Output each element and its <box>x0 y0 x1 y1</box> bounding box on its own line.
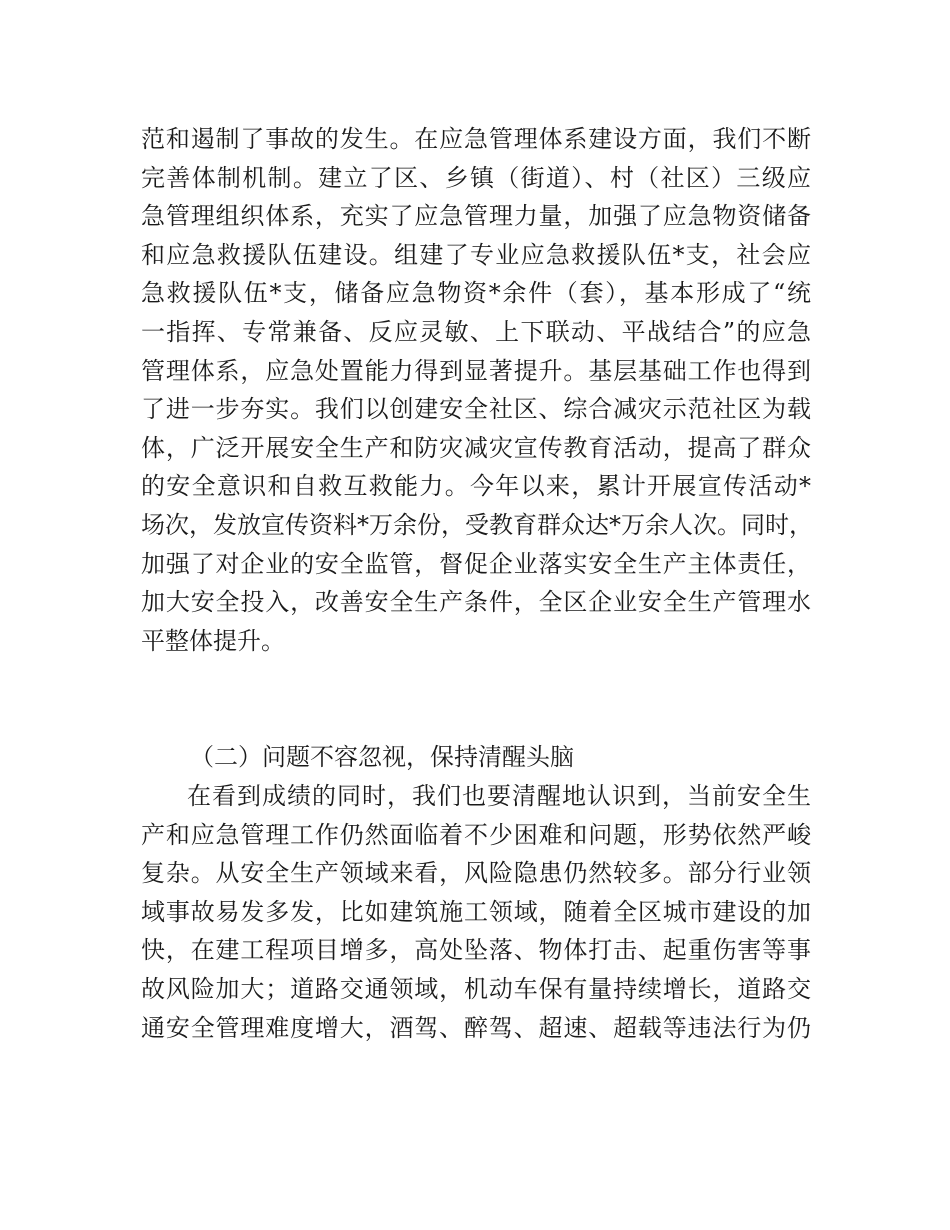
text-line: 平整体提升。 <box>141 626 285 655</box>
text-line: 了进一步夯实。我们以创建安全社区、综合减灾示范社区为载 <box>141 395 811 424</box>
text-line: 完善体制机制。建立了区、乡镇（街道）、村（社区）三级应 <box>141 163 811 192</box>
text-line: 通安全管理难度增大，酒驾、醉驾、超速、超载等违法行为仍 <box>141 1013 811 1042</box>
paragraph-problems <box>141 777 811 1047</box>
text-line: 在看到成绩的同时，我们也要清醒地认识到，当前安全生 <box>187 782 811 810</box>
text-line: 和应急救援队伍建设。组建了专业应急救援队伍*支，社会应 <box>141 240 811 269</box>
text-line: 快，在建工程项目增多，高处坠落、物体打击、起重伤害等事 <box>141 936 811 965</box>
paragraph-achievements <box>141 120 811 660</box>
text-line: 的安全意识和自救互救能力。今年以来，累计开展宣传活动* <box>141 472 811 501</box>
text-line: 复杂。从安全生产领域来看，风险隐患仍然较多。部分行业领 <box>141 859 811 888</box>
text-line: 故风险加大；道路交通领域，机动车保有量持续增长，道路交 <box>141 974 811 1003</box>
text-line: 体，广泛开展安全生产和防灾减灾宣传教育活动，提高了群众 <box>141 433 811 462</box>
section-heading: （二）问题不容忽视，保持清醒头脑 <box>190 743 574 771</box>
text-line: 一指挥、专常兼备、反应灵敏、上下联动、平战结合”的应急 <box>141 317 811 346</box>
text-line: 范和遏制了事故的发生。在应急管理体系建设方面，我们不断 <box>141 125 811 153</box>
text-line: 加强了对企业的安全监管，督促企业落实安全生产主体责任， <box>141 549 811 578</box>
text-line: 加大安全投入，改善安全生产条件，全区企业安全生产管理水 <box>141 588 811 617</box>
text-line: 产和应急管理工作仍然面临着不少困难和问题，形势依然严峻 <box>141 820 811 849</box>
text-line: 管理体系，应急处置能力得到显著提升。基层基础工作也得到 <box>141 356 811 385</box>
text-line: 急管理组织体系，充实了应急管理力量，加强了应急物资储备 <box>141 202 811 231</box>
text-line: 急救援队伍*支，储备应急物资*余件（套），基本形成了“统 <box>141 279 811 308</box>
text-line: 域事故易发多发，比如建筑施工领域，随着全区城市建设的加 <box>141 897 811 926</box>
text-line: 场次，发放宣传资料*万余份，受教育群众达*万余人次。同时， <box>141 510 813 539</box>
